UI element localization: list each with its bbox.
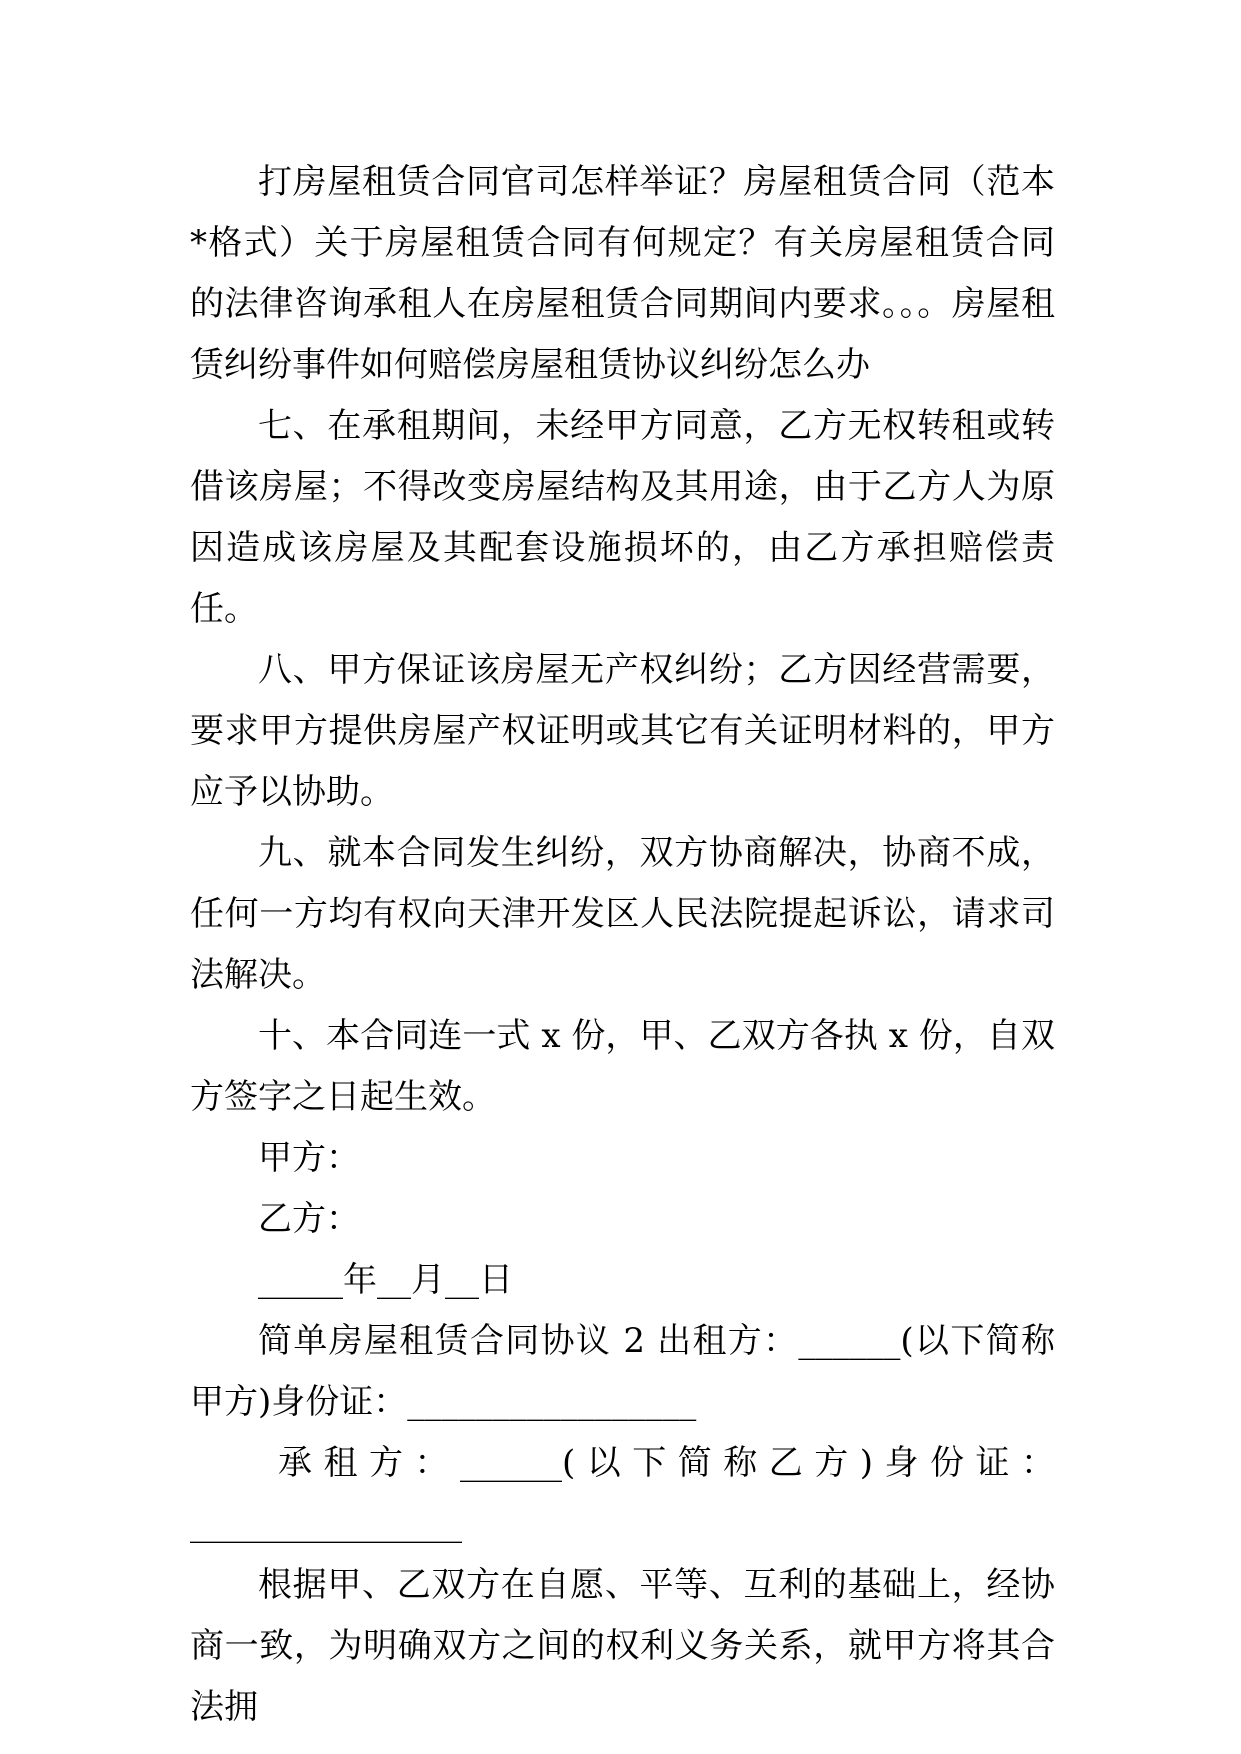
party-a-signature-line: 甲方： [258,1138,360,1178]
document-body [190,152,1055,1738]
date-line: _____年__月__日 [258,1260,513,1300]
clause-10-paragraph: 十、本合同连一式 x 份，甲、乙双方各执 x 份，自双方签字之日起生效。 [190,1016,1055,1117]
lessee-id-blank-line: ________________ [190,1504,462,1544]
agreement-2-lessor-paragraph: 简单房屋租赁合同协议 2 出租方：______(以下简称甲方)身份证：_________________ [190,1321,1055,1422]
party-b-signature-line: 乙方： [258,1199,360,1239]
clause-8-paragraph: 八、甲方保证该房屋无产权纠纷；乙方因经营需要，要求甲方提供房屋产权证明或其它有关证明材料的，甲方应予以协助。 [190,650,1055,812]
intro-paragraph: 打房屋租赁合同官司怎样举证？房屋租赁合同（范本*格式）关于房屋租赁合同有何规定？有关房屋租赁合同的法律咨询承租人在房屋租赁合同期间内要求。。。房屋租赁纠纷事件如何赔偿房屋租赁协议纠纷怎么办 [190,162,1055,385]
agreement-2-lessee-line: 承租方：______(以下简称乙方)身份证： [278,1443,1055,1483]
clause-7-paragraph: 七、在承租期间，未经甲方同意，乙方无权转租或转借该房屋；不得改变房屋结构及其用途，由于乙方人为原因造成该房屋及其配套设施损坏的，由乙方承担赔偿责任。 [190,406,1055,629]
preamble-paragraph: 根据甲、乙双方在自愿、平等、互利的基础上，经协商一致，为明确双方之间的权利义务关系，就甲方将其合法拥 [190,1565,1055,1727]
clause-9-paragraph: 九、就本合同发生纠纷，双方协商解决，协商不成，任何一方均有权向天津开发区人民法院提起诉讼，请求司法解决。 [190,833,1055,995]
